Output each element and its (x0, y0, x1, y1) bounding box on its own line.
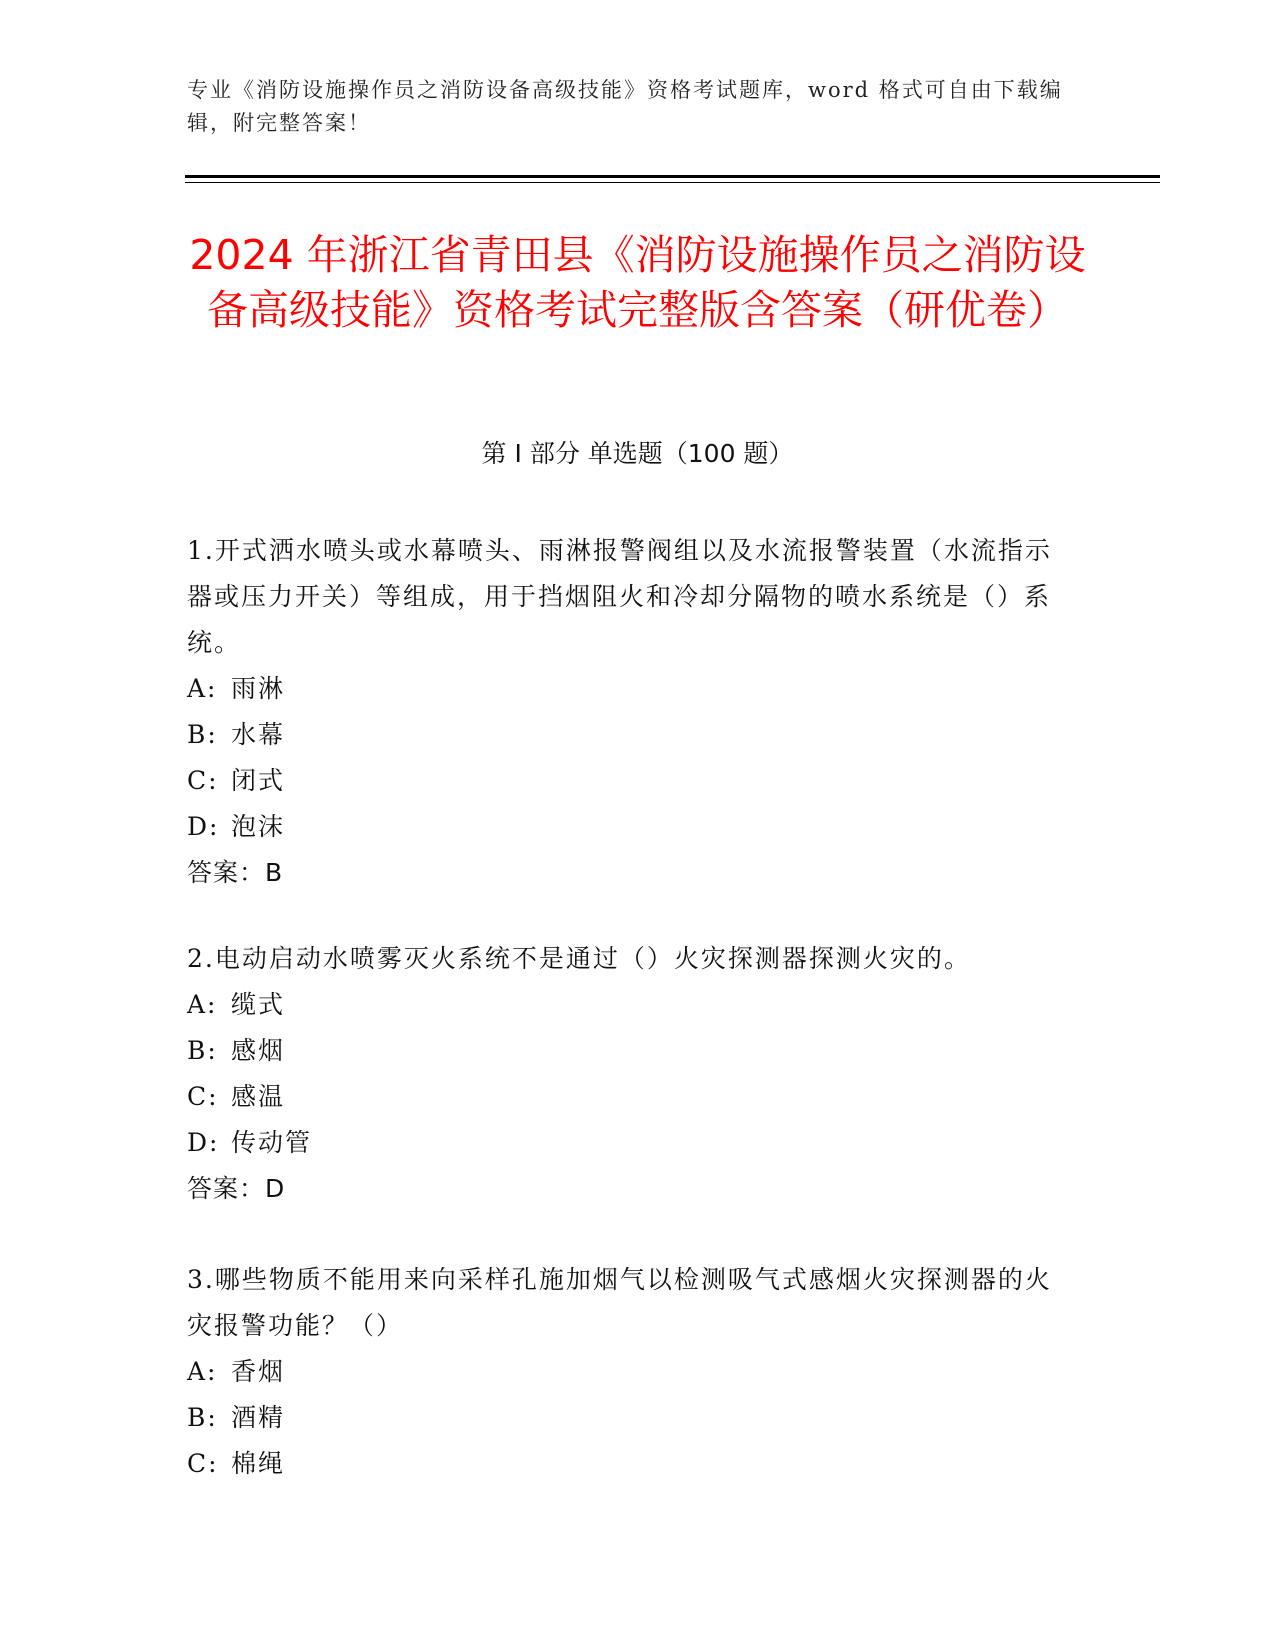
option-a (187, 982, 1067, 1028)
option-text: 雨淋 (231, 674, 286, 703)
question-1 (187, 528, 1067, 896)
option-d (187, 804, 1067, 850)
option-letter: C: (187, 1082, 219, 1111)
option-text: 酒精 (231, 1403, 286, 1432)
answer: 答案：D (187, 1174, 286, 1203)
option-a (187, 1349, 1067, 1395)
option-letter: C: (187, 766, 219, 795)
option-b (187, 1028, 1067, 1074)
option-text: 棉绳 (231, 1449, 286, 1478)
option-letter: A: (187, 1357, 218, 1386)
option-letter: B: (187, 1036, 218, 1065)
option-c (187, 758, 1067, 804)
question-3 (187, 1257, 1067, 1487)
question-stem: 2.电动启动水喷雾灭火系统不是通过（）火灾探测器探测火灾的。 (187, 944, 971, 973)
answer: 答案：B (187, 858, 284, 887)
option-text: 传动管 (231, 1128, 313, 1157)
option-b (187, 712, 1067, 758)
option-letter: A: (187, 990, 218, 1019)
section-heading: 第 I 部分 单选题（100 题） (481, 439, 794, 468)
option-a (187, 666, 1067, 712)
option-text: 水幕 (231, 720, 286, 749)
question-2 (187, 936, 1067, 1212)
option-c (187, 1441, 1067, 1487)
option-c (187, 1074, 1067, 1120)
header-rule-thin (185, 182, 1160, 183)
option-text: 泡沫 (231, 812, 286, 841)
option-text: 缆式 (231, 990, 286, 1019)
document-title: 2024 年浙江省青田县《消防设施操作员之消防设备高级技能》资格考试完整版含答案（研优卷） (189, 231, 1086, 334)
option-text: 香烟 (231, 1357, 286, 1386)
option-letter: D: (187, 812, 220, 841)
option-letter: D: (187, 1128, 220, 1157)
option-d (187, 1120, 1067, 1166)
header-rule-thick (185, 175, 1160, 178)
header-note: 专业《消防设施操作员之消防设备高级技能》资格考试题库，word 格式可自由下载编辑，附完整答案！ (187, 78, 1063, 135)
question-stem: 3.哪些物质不能用来向采样孔施加烟气以检测吸气式感烟火灾探测器的火灾报警功能？（） (187, 1265, 1052, 1340)
option-b (187, 1395, 1067, 1441)
question-stem: 1.开式洒水喷头或水幕喷头、雨淋报警阀组以及水流报警装置（水流指示器或压力开关）等组成，用于挡烟阻火和冷却分隔物的喷水系统是（）系统。 (187, 536, 1052, 657)
option-letter: C: (187, 1449, 219, 1478)
option-text: 闭式 (231, 766, 286, 795)
option-text: 感温 (231, 1082, 286, 1111)
option-text: 感烟 (231, 1036, 286, 1065)
option-letter: A: (187, 674, 218, 703)
option-letter: B: (187, 720, 218, 749)
option-letter: B: (187, 1403, 218, 1432)
